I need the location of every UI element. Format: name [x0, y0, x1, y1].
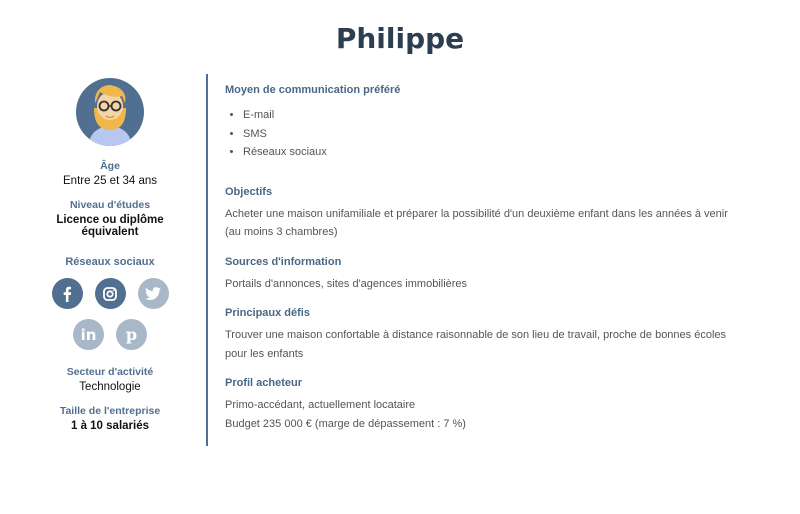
objectives-section [225, 186, 745, 242]
buyer-profile-title: Profil acheteur [225, 377, 303, 389]
vertical-divider [206, 74, 208, 446]
communication-title: Moyen de communication préféré [225, 84, 401, 96]
list-item: • E-mail [243, 106, 745, 125]
company-size-label: Taille de l'entreprise [59, 405, 161, 417]
social-networks-label: Réseaux sociaux [65, 256, 155, 268]
social-row-1 [30, 278, 190, 309]
buyer-profile-line: Budget 235 000 € (marge de dépassement : 7 %) [225, 417, 466, 430]
twitter-icon[interactable] [138, 278, 169, 309]
sources-section [225, 256, 745, 294]
avatar-illustration [76, 78, 144, 146]
list-item: • Réseaux sociaux [243, 143, 745, 162]
instagram-icon[interactable] [95, 278, 126, 309]
pinterest-icon[interactable]: p [116, 319, 147, 350]
buyer-profile-text [225, 396, 745, 433]
facebook-icon[interactable] [52, 278, 83, 309]
education-value: Licence ou diplôme équivalent [56, 214, 164, 238]
communication-list [225, 106, 745, 162]
objectives-title: Objectifs [225, 185, 273, 198]
education-label: Niveau d'études [69, 199, 151, 211]
avatar [76, 78, 144, 146]
objectives-text: Acheter une maison unifamiliale et préparer la possibilité d'un deuxième enfant dans les années à venir (au moins 3 chambres) [225, 207, 728, 238]
social-row-2 [30, 319, 190, 350]
challenges-title: Principaux défis [225, 307, 310, 319]
sources-title: Sources d'information [225, 255, 342, 268]
list-item: • SMS [243, 125, 745, 144]
buyer-profile-line: Primo-accédant, actuellement locataire [225, 399, 416, 411]
age-label: Âge [100, 160, 120, 172]
sources-text: Portails d'annonces, sites d'agences immobilières [225, 277, 468, 290]
page-title: Philippe [335, 22, 465, 55]
company-size-value: 1 à 10 salariés [70, 420, 149, 432]
challenges-section [225, 307, 745, 363]
buyer-profile-section [225, 377, 745, 433]
sector-label: Secteur d'activité [66, 366, 154, 378]
linkedin-icon[interactable]: in [73, 319, 104, 350]
challenges-text: Trouver une maison confortable à distance raisonnable de son lieu de travail, proche de bonnes écoles pour les enfants [225, 329, 727, 360]
profile-sidebar [30, 78, 190, 432]
age-value: Entre 25 et 34 ans [63, 175, 157, 187]
sector-value: Technologie [79, 381, 141, 393]
communication-section [225, 84, 745, 162]
persona-details [225, 84, 745, 433]
